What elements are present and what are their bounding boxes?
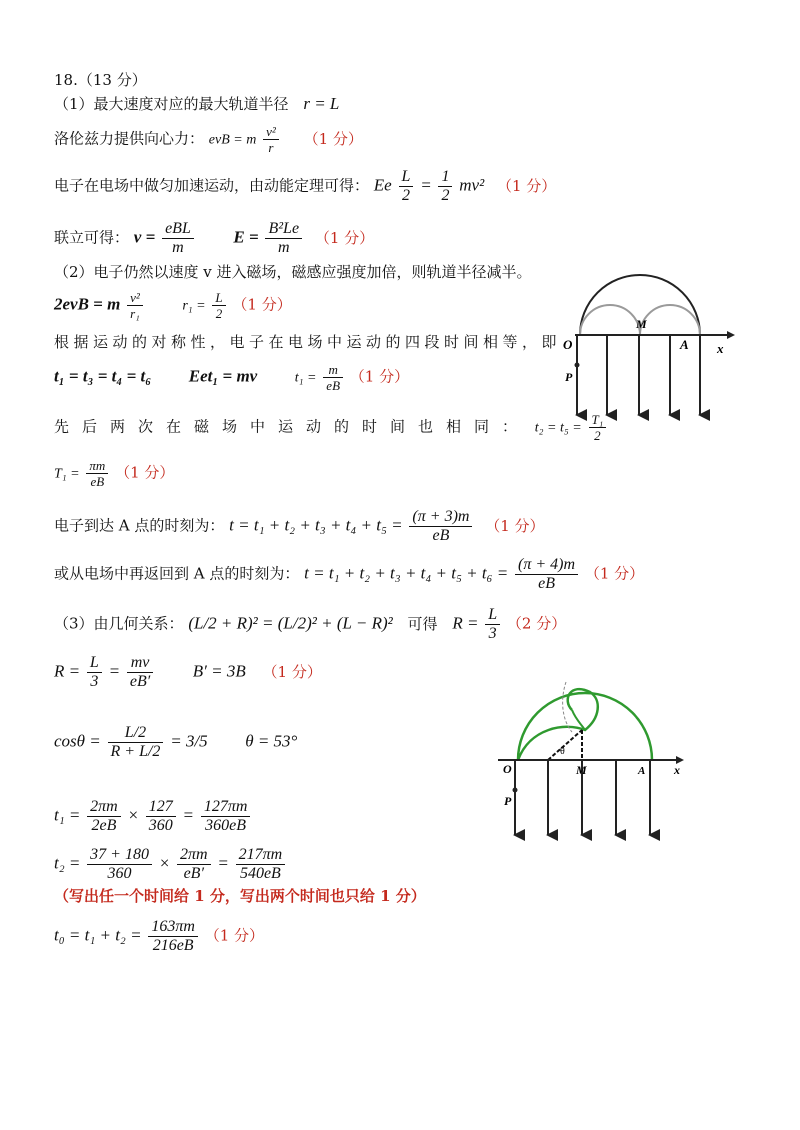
- frac-den: eB′: [129, 673, 151, 690]
- p3-geo: [54, 606, 566, 643]
- frac-num: 163πm: [148, 918, 198, 937]
- p3-R-lhs: R =: [452, 613, 479, 633]
- frac-num: 1: [438, 168, 452, 187]
- p3-t0-frac: [148, 918, 198, 955]
- p3-theta: θ = 53°: [245, 731, 298, 751]
- p2-return-text: 或从电场中再返回到 A 点的时刻为：: [54, 564, 300, 583]
- p3-t0-lhs: t₀ = t₁ + t₂ =: [54, 925, 142, 945]
- p3-score2: （1 分）: [262, 662, 322, 681]
- point-P: [575, 363, 580, 368]
- frac-den: 3: [488, 625, 497, 642]
- p1-energy-frac1: [399, 168, 414, 205]
- p1-E-lhs: E =: [233, 227, 259, 247]
- p1-energy: [54, 168, 556, 205]
- p1-lorentz-text: 洛伦兹力提供向心力：: [54, 129, 205, 148]
- p1-energy-lhs: Ee: [373, 175, 392, 195]
- x-axis-arrow: [727, 331, 735, 339]
- trajectory-diagram-1: [555, 265, 745, 430]
- p3-Rb-lhs: R =: [54, 661, 81, 681]
- p2-arrive-frac: [409, 508, 472, 545]
- frac-den: eB′: [183, 865, 204, 882]
- p2-t-eqs: [54, 362, 409, 393]
- frac-den: 360eB: [205, 817, 247, 834]
- p3-Rb-frac2: [127, 654, 153, 691]
- p3-t1: t₁ = $\frac{2\pi m}{2eB}$ × $\frac{127}{360}$ = $\frac{127\pi m}{360eB}$: [54, 798, 252, 835]
- p3-t1-frac-b: [146, 798, 176, 835]
- p2-return: [54, 556, 644, 593]
- frac-num: 37 + 180: [87, 846, 152, 865]
- p2-t2-lhs: t₂ = t₅ =: [534, 420, 582, 436]
- frac-num: (π + 4)m: [515, 556, 578, 575]
- p3-t2: t₂ = $\frac{37 + 180}{360}$ × $\frac{2\pi m}{eB'}$ = $\frac{217\pi m}{540eB}$: [54, 846, 287, 883]
- p2-eq2-frac: [212, 290, 225, 321]
- frac-num: 127πm: [201, 798, 251, 817]
- label-x: x: [674, 763, 680, 777]
- p3-cos-rhs: = 3/5: [170, 731, 208, 751]
- radius-dashed: [548, 730, 582, 760]
- frac-num: eBL: [162, 220, 194, 239]
- label-theta: θ: [560, 746, 565, 757]
- p1-v-frac: [162, 220, 194, 257]
- frac-num: B²Le: [265, 220, 302, 239]
- p2-t1-frac: [323, 362, 343, 393]
- p3-t2-frac-a: [87, 846, 152, 883]
- p2-T1-lhs: T₁ =: [54, 466, 80, 482]
- frac-num: L: [212, 290, 225, 306]
- frac-den: 2: [441, 187, 450, 204]
- frac-den: r₁: [130, 306, 140, 321]
- p3-cos-frac: [108, 724, 164, 761]
- p2-arrive-text: 电子到达 A 点的时刻为：: [54, 516, 225, 535]
- frac-den: eB: [538, 575, 555, 592]
- frac-den: 360: [148, 817, 173, 834]
- frac-den: 216eB: [152, 937, 194, 954]
- p1-score2: （1 分）: [496, 176, 557, 195]
- frac-den: eB: [432, 527, 450, 544]
- p2-return-eq: t = t₁ + t₂ + t₃ + t₄ + t₅ + t₆ =: [304, 563, 509, 583]
- label-x: x: [717, 341, 724, 356]
- p1-energy-rhs: mv²: [459, 175, 485, 195]
- outer-green-arc: [518, 693, 652, 760]
- label-A: A: [680, 337, 689, 352]
- p3-t1-lhs: t₁ =: [54, 805, 81, 825]
- frac-den: 2eB: [91, 817, 117, 834]
- p3-geo-mid: 可得: [407, 614, 438, 633]
- p1-v-lhs: v =: [133, 227, 156, 247]
- frac-den: r: [268, 140, 274, 155]
- frac-num: mv: [127, 654, 153, 673]
- label-P: P: [565, 370, 573, 384]
- p1-energy-frac2: [438, 168, 452, 205]
- label-O: O: [503, 762, 512, 776]
- p2-T1: [54, 458, 174, 489]
- p1-energy-text: 电子在电场中做匀加速运动，由动能定理可得：: [54, 176, 370, 195]
- label-A: A: [638, 765, 646, 777]
- frac-den: 2: [215, 306, 223, 321]
- p3-score1: （2 分）: [506, 614, 567, 633]
- p3-Rb: [54, 654, 322, 691]
- p2-score3: （1 分）: [115, 463, 175, 482]
- frac-num: L: [87, 654, 102, 673]
- p3-geo-eq: (L/2 + R)² = (L/2)² + (L − R)²: [188, 613, 393, 633]
- p3-t1-frac-a: [87, 798, 121, 835]
- p2-t-eq: t₁ = t₃ = t₄ = t₆: [54, 366, 152, 386]
- p1-E-frac: [265, 220, 302, 257]
- p3-heading: （3）由几何关系：: [54, 614, 184, 633]
- frac-num: 2πm: [87, 798, 121, 817]
- point-P: [513, 788, 518, 793]
- p3-Bp: B′ = 3B: [192, 661, 246, 681]
- p1-energy-eq: =: [420, 175, 432, 195]
- frac-num: πm: [86, 458, 108, 474]
- p1-score1: （1 分）: [303, 129, 363, 148]
- p3-cos: [54, 724, 297, 761]
- p2-eq1-frac: [127, 290, 143, 321]
- frac-den: 2: [594, 428, 601, 443]
- frac-num: 127: [146, 798, 176, 817]
- frac-num: L: [399, 168, 414, 187]
- frac-den: m: [172, 239, 184, 256]
- p3-t1-frac-c: [201, 798, 251, 835]
- p1-heading-text: （1）最大速度对应的最大轨道半径: [54, 95, 289, 113]
- label-O: O: [563, 337, 573, 352]
- p2-T1-frac: [86, 458, 108, 489]
- p2-score4: （1 分）: [485, 516, 545, 535]
- p1-lorentz-lhs: evB = m: [208, 132, 257, 148]
- p3-score3: （1 分）: [204, 926, 265, 945]
- label-P: P: [504, 794, 512, 808]
- p3-t2-lhs: t₂ =: [54, 853, 81, 873]
- label-M: M: [636, 317, 647, 331]
- p1-r-eq: r = L: [303, 94, 340, 113]
- p1-lorentz-frac: [263, 124, 279, 155]
- p2-score2: （1 分）: [349, 367, 410, 386]
- frac-den: m: [277, 239, 290, 256]
- trajectory-diagram-2: [490, 670, 700, 845]
- frac-num: v²: [127, 290, 143, 306]
- p3-t0: [54, 918, 264, 955]
- frac-den: R + L/2: [110, 743, 161, 760]
- label-M: M: [576, 763, 587, 777]
- p2-eq1-lhs: 2evB = m: [54, 294, 121, 314]
- frac-num: 2πm: [177, 846, 211, 865]
- p2-heading: （2）电子仍然以速度 v 进入磁场，磁感应强度加倍，则轨道半径减半。: [54, 263, 532, 281]
- frac-num: L: [485, 606, 500, 625]
- p2-t1-lhs: t₁ =: [294, 370, 317, 386]
- p2-eet-eq: Eet₁ = mv: [188, 366, 258, 386]
- p2-return-frac: [515, 556, 578, 593]
- frac-num: T₁: [589, 412, 607, 428]
- p2-arrive: [54, 508, 545, 545]
- frac-num: 217πm: [236, 846, 286, 865]
- frac-num: L/2: [108, 724, 164, 743]
- p2-eqs: [54, 290, 292, 321]
- p1-combine-text: 联立可得：: [54, 228, 130, 247]
- p3-t2-frac-c: [236, 846, 286, 883]
- frac-num: (π + 3)m: [409, 508, 472, 527]
- p1-heading: [54, 94, 339, 114]
- p1-lorentz: [54, 124, 363, 155]
- small-arc-right: [640, 305, 700, 335]
- p2-score1: （1 分）: [232, 295, 292, 314]
- p3-R-frac: [485, 606, 500, 643]
- frac-den: 3: [90, 673, 99, 690]
- frac-den: eB: [90, 474, 105, 489]
- frac-den: 2: [401, 187, 410, 204]
- frac-den: 360: [107, 865, 132, 882]
- frac-num: m: [323, 362, 343, 378]
- p2-score5: （1 分）: [584, 564, 645, 583]
- p3-note: （写出任一个时间给 1 分，写出两个时间也只给 1 分）: [54, 887, 426, 905]
- frac-den: 540eB: [239, 865, 281, 882]
- p2-mag: [54, 412, 608, 443]
- p2-eq2-lhs: r₁ =: [182, 298, 206, 314]
- frac-den: eB: [326, 378, 341, 393]
- p3-t2-frac-b: [177, 846, 211, 883]
- problem-header: 18.（13 分）: [54, 71, 147, 89]
- p2-arrive-eq: t = t₁ + t₂ + t₃ + t₄ + t₅ =: [229, 515, 403, 535]
- p2-mag-text: 先后两次在磁场中运动的时间也相同：: [54, 417, 531, 436]
- p1-combine: [54, 220, 374, 257]
- p3-Rb-eq: =: [108, 661, 121, 681]
- p2-sym-text: 根据运动的对称性，电子在电场中运动的四段时间相等，即: [54, 333, 562, 351]
- p1-score3: （1 分）: [314, 228, 375, 247]
- small-arc-left: [580, 305, 640, 335]
- p3-cos-lhs: cosθ =: [54, 731, 101, 751]
- p3-Rb-frac1: [87, 654, 102, 691]
- frac-num: v²: [263, 124, 279, 140]
